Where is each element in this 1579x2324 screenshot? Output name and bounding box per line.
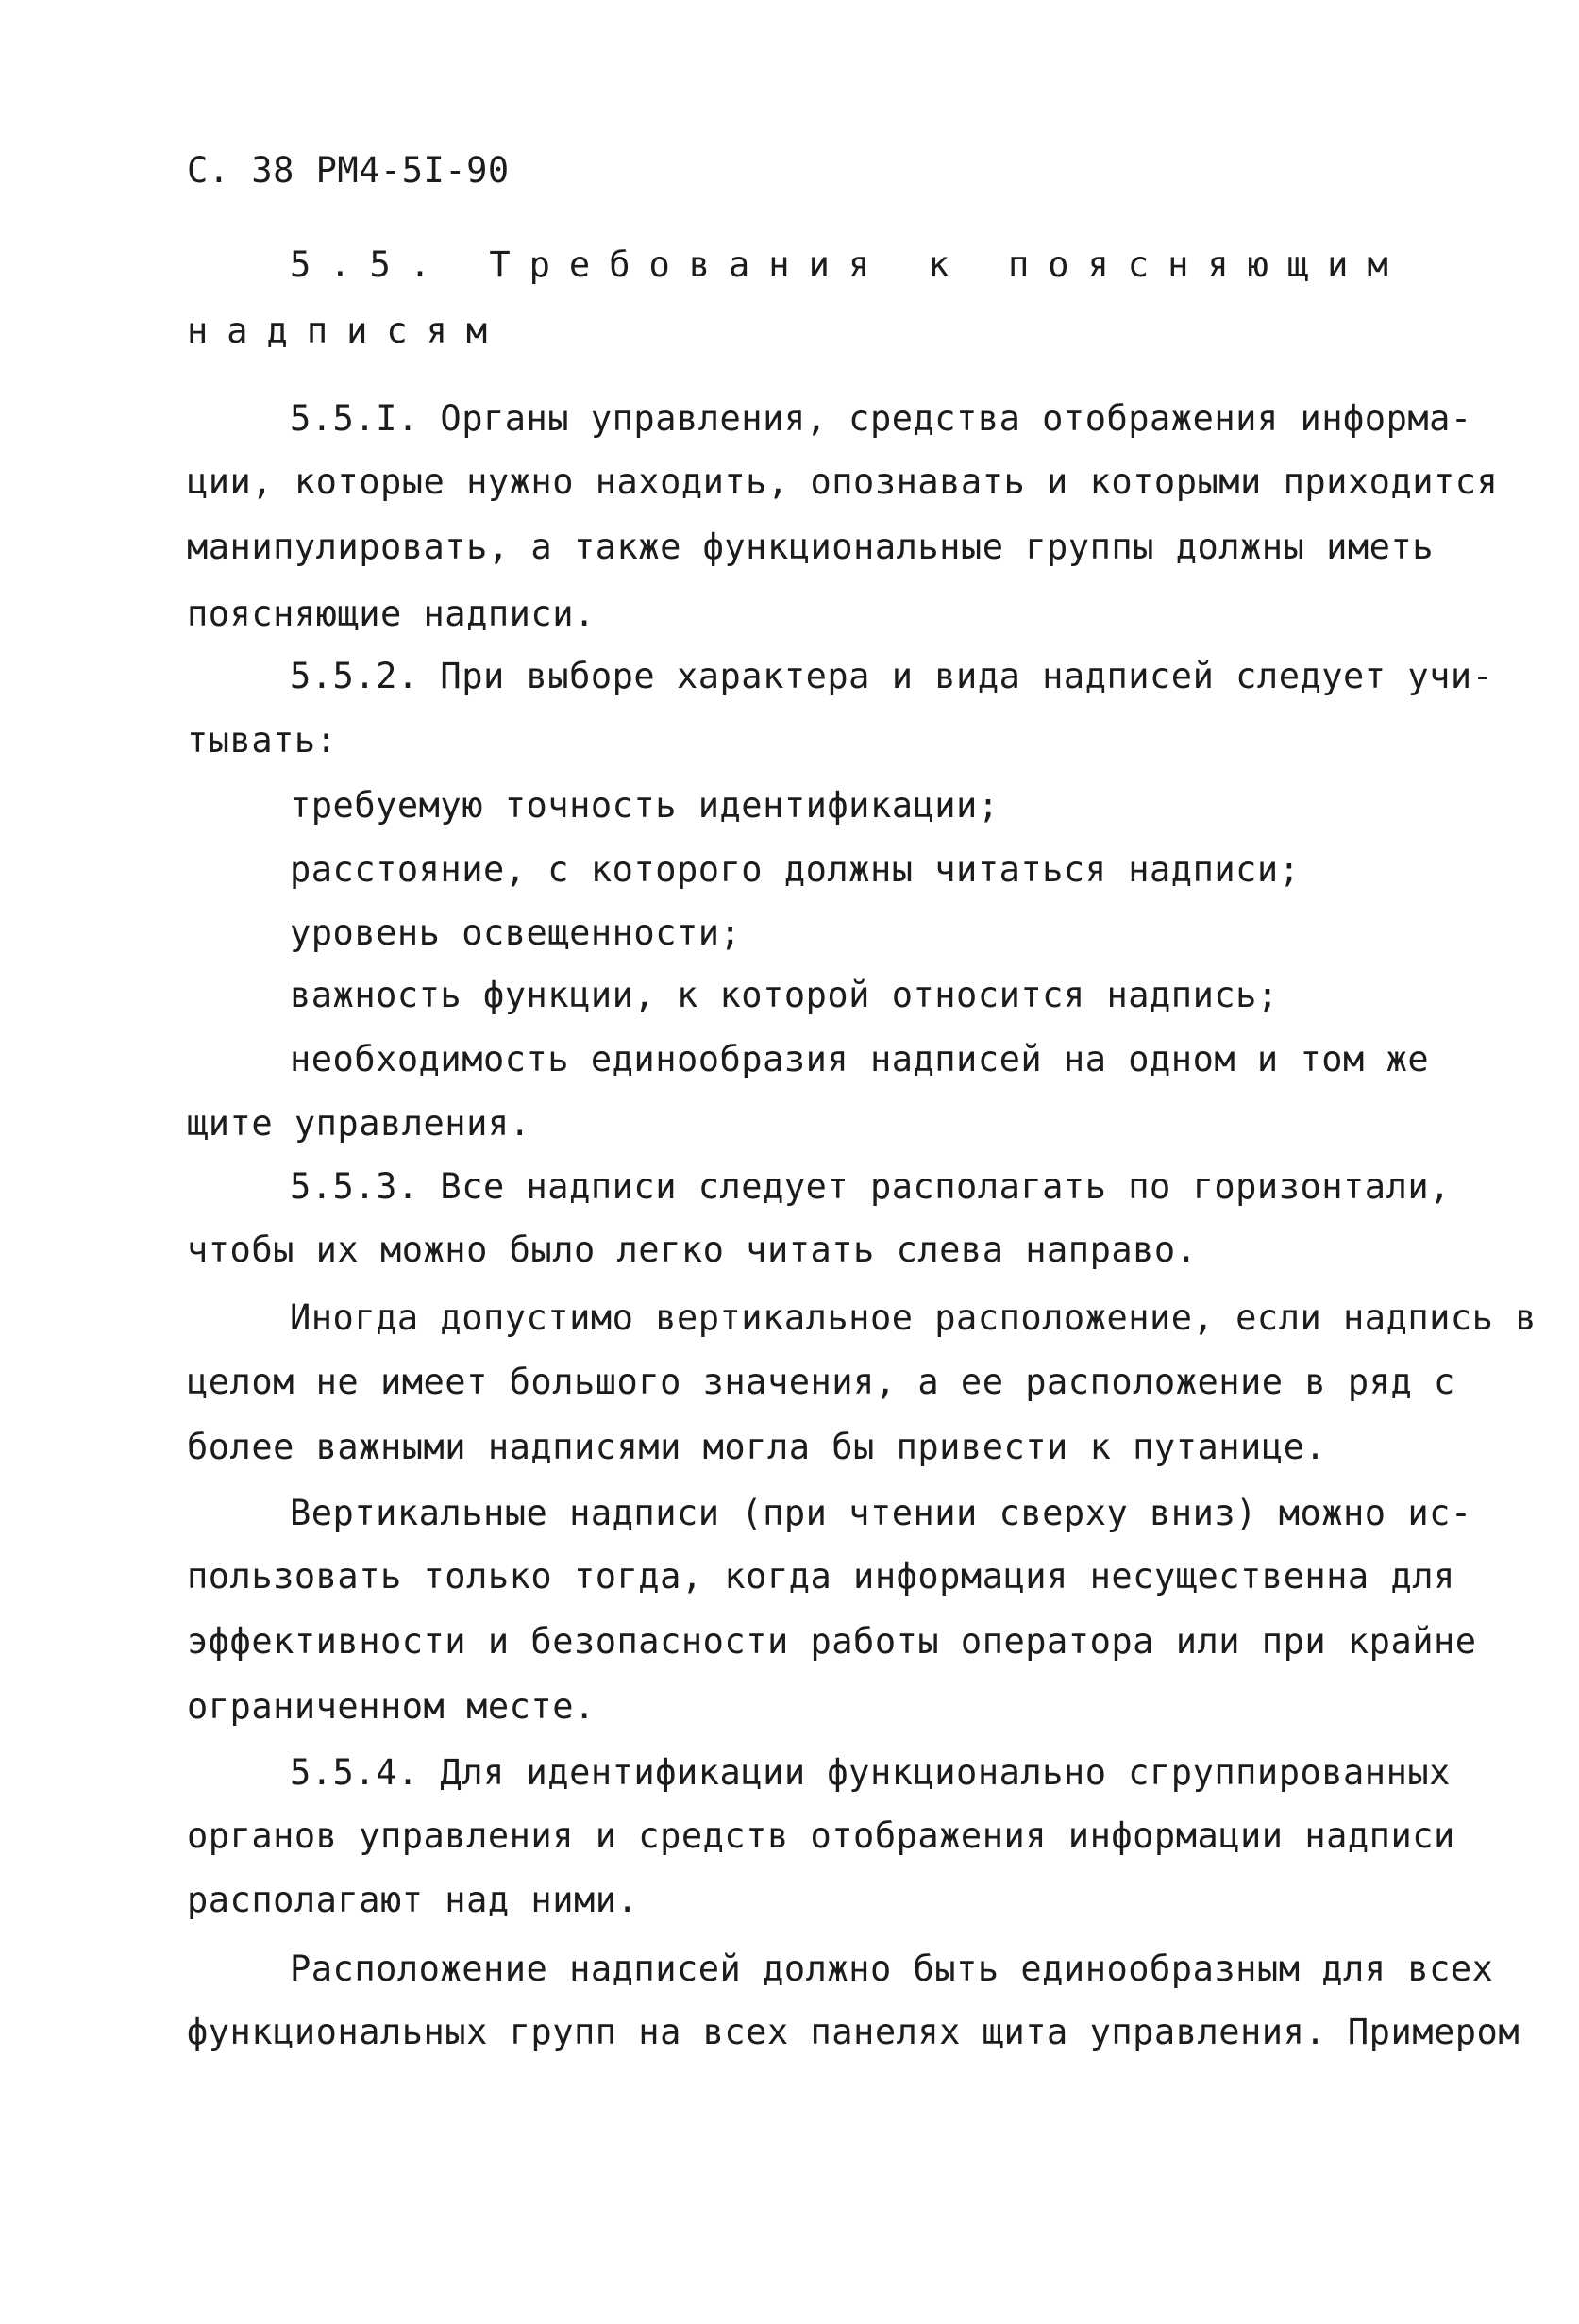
paragraph-vertical-line-3: более важными надписями могла бы привести к путанице. <box>187 1427 1327 1467</box>
paragraph-placement-line-2: функциональных групп на всех панелях щита управления. Примером <box>187 2012 1520 2052</box>
paragraph-vertical-text-line-4: ограниченном месте. <box>187 1686 596 1727</box>
paragraph-5-5-4-line-3: располагают над ними. <box>187 1880 639 1920</box>
paragraph-5-5-1-line-2: ции, которые нужно находить, опознавать и которыми приходится <box>187 461 1499 502</box>
paragraph-5-5-3-line-2: чтобы их можно было легко читать слева направо. <box>187 1229 1198 1270</box>
list-item-lighting: уровень освещенности; <box>290 912 742 953</box>
list-item-accuracy: требуемую точность идентификации; <box>290 785 999 826</box>
paragraph-5-5-1-line-3: манипулировать, а также функциональные группы должны иметь <box>187 527 1435 567</box>
paragraph-5-5-1-line-4: поясняющие надписи. <box>187 594 596 634</box>
paragraph-vertical-line-1: Иногда допустимо вертикальное расположение, если надпись в <box>290 1297 1537 1338</box>
list-item-importance: важность функции, к которой относится надпись; <box>290 975 1279 1015</box>
paragraph-vertical-text-line-2: пользовать только тогда, когда информация несущественна для <box>187 1556 1455 1597</box>
paragraph-5-5-2-line-1: 5.5.2. При выборе характера и вида надписей следует учи- <box>290 656 1494 696</box>
paragraph-5-5-2-line-2: тывать: <box>187 720 338 761</box>
paragraph-vertical-line-2: целом не имеет большого значения, а ее расположение в ряд с <box>187 1362 1455 1402</box>
paragraph-5-5-4-line-2: органов управления и средств отображения информации надписи <box>187 1815 1455 1856</box>
section-title-continued: надписям <box>187 310 507 351</box>
page-header: С. 38 РМ4-5I-90 <box>187 150 510 191</box>
paragraph-placement-line-1: Расположение надписей должно быть единообразным для всех <box>290 1948 1494 1989</box>
paragraph-vertical-text-line-1: Вертикальные надписи (при чтении сверху вниз) можно ис- <box>290 1493 1472 1533</box>
list-item-uniformity: необходимость единообразия надписей на одном и том же <box>290 1039 1430 1079</box>
paragraph-vertical-text-line-3: эффективности и безопасности работы оператора или при крайне <box>187 1621 1477 1662</box>
paragraph-5-5-1-line-1: 5.5.I. Органы управления, средства отображения информа- <box>290 398 1472 439</box>
paragraph-5-5-4-line-1: 5.5.4. Для идентификации функционально сгруппированных <box>290 1752 1451 1793</box>
list-item-distance: расстояние, с которого должны читаться надписи; <box>290 849 1301 890</box>
section-title: 5.5. Требования к поясняющим <box>290 244 1407 285</box>
list-item-uniformity-cont: щите управления. <box>187 1103 531 1144</box>
paragraph-5-5-3-line-1: 5.5.3. Все надписи следует располагать по горизонтали, <box>290 1166 1451 1207</box>
